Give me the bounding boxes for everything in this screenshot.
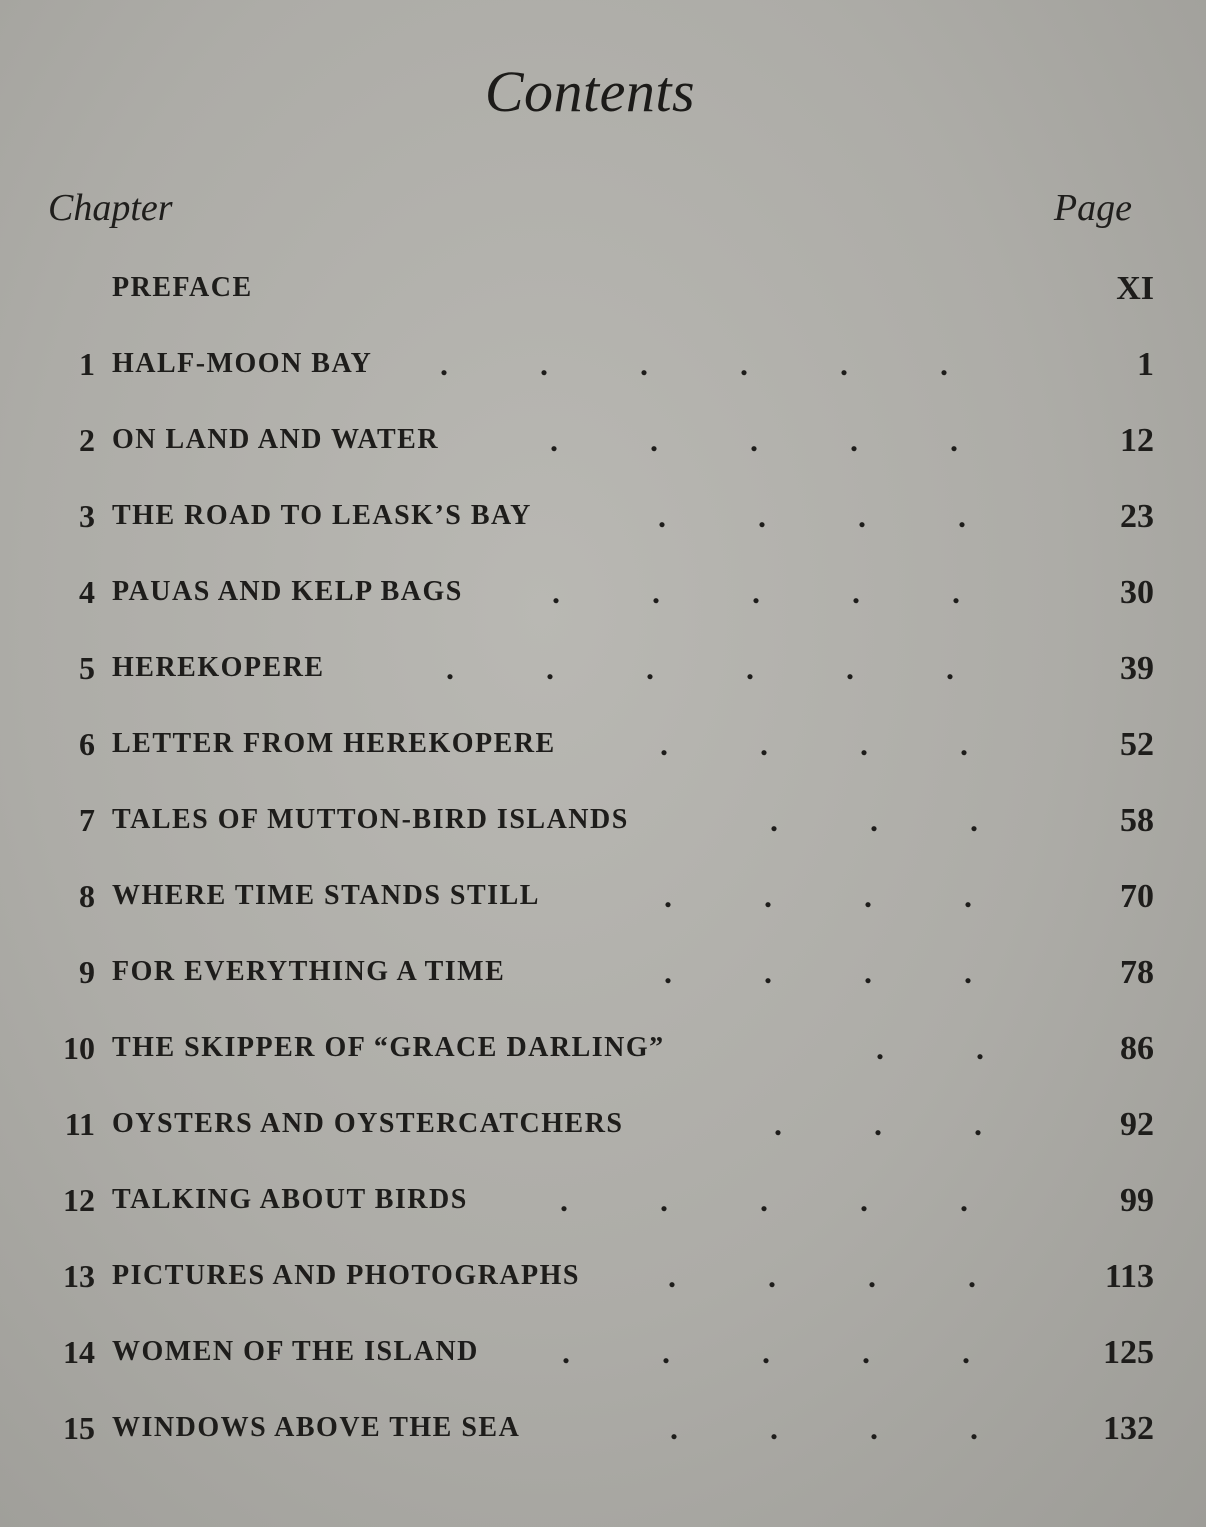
chapter-number: 8 — [79, 878, 95, 914]
toc-entry[interactable] — [0, 326, 1206, 402]
dot-leader: . . . . . . — [446, 650, 954, 686]
chapter-number: 2 — [79, 422, 95, 458]
page-number: 113 — [1104, 1258, 1154, 1295]
page-title: Contents — [484, 59, 696, 124]
toc-entry[interactable] — [0, 782, 1206, 858]
dot-leader: . . . — [770, 802, 978, 838]
chapter-number: 6 — [79, 726, 95, 762]
toc-entry[interactable] — [0, 858, 1206, 934]
page-number: 92 — [1120, 1106, 1154, 1143]
chapter-number: 14 — [63, 1334, 95, 1370]
chapter-title: ON LAND AND WATER — [112, 424, 440, 455]
page-number: 1 — [1137, 346, 1154, 383]
chapter-number: 5 — [79, 650, 95, 686]
chapter-title: THE SKIPPER OF “GRACE DARLING” — [112, 1032, 665, 1063]
dot-leader: . . . . — [668, 1258, 976, 1294]
chapter-title: FOR EVERYTHING A TIME — [112, 956, 506, 987]
toc-entry[interactable] — [0, 402, 1206, 478]
chapter-column-label: Chapter — [48, 187, 173, 229]
chapter-title: PREFACE — [112, 272, 253, 303]
chapter-number: 4 — [79, 574, 95, 610]
toc-entry[interactable] — [0, 630, 1206, 706]
toc-list — [0, 250, 1206, 1466]
page-number: 23 — [1120, 498, 1154, 535]
chapter-title: WHERE TIME STANDS STILL — [112, 880, 540, 911]
dot-leader: . . — [876, 1030, 984, 1066]
chapter-title: OYSTERS AND OYSTERCATCHERS — [112, 1108, 624, 1139]
dot-leader: . . . . . — [562, 1334, 970, 1370]
dot-leader: . . . . . — [550, 422, 958, 458]
page-number: 86 — [1120, 1030, 1154, 1067]
chapter-title: HEREKOPERE — [112, 652, 325, 683]
chapter-number: 7 — [79, 802, 95, 838]
page-number: 12 — [1120, 422, 1154, 459]
chapter-title: PICTURES AND PHOTOGRAPHS — [112, 1260, 580, 1291]
toc-entry[interactable] — [0, 1086, 1206, 1162]
chapter-title: LETTER FROM HEREKOPERE — [112, 728, 556, 759]
chapter-number: 10 — [63, 1030, 95, 1066]
dot-leader: . . . . . — [560, 1182, 968, 1218]
chapter-number: 11 — [64, 1106, 95, 1142]
dot-leader: . . . . . . — [440, 346, 948, 382]
chapter-number: 3 — [79, 498, 95, 534]
chapter-title: PAUAS AND KELP BAGS — [112, 576, 463, 607]
dot-leader: . . . . — [660, 726, 968, 762]
chapter-number: 9 — [79, 954, 95, 990]
dot-leader: . . . . — [670, 1410, 978, 1446]
toc-entry[interactable] — [0, 706, 1206, 782]
dot-leader: . . . . . — [552, 574, 960, 610]
dot-leader: . . . . — [664, 878, 972, 914]
dot-leader: . . . . — [664, 954, 972, 990]
page-number: 70 — [1120, 878, 1154, 915]
chapter-title: TALKING ABOUT BIRDS — [112, 1184, 468, 1215]
toc-entry[interactable] — [0, 1314, 1206, 1390]
page-column-label: Page — [1053, 187, 1132, 229]
toc-entry[interactable] — [0, 1238, 1206, 1314]
page-number: 58 — [1120, 802, 1154, 839]
dot-leader: . . . . — [658, 498, 966, 534]
dot-leader: . . . — [774, 1106, 982, 1142]
toc-entry-preface[interactable] — [0, 250, 1206, 326]
chapter-title: HALF-MOON BAY — [112, 348, 373, 379]
toc-entry[interactable] — [0, 1390, 1206, 1466]
chapter-title: THE ROAD TO LEASK’S BAY — [112, 500, 532, 531]
chapter-title: WINDOWS ABOVE THE SEA — [112, 1412, 521, 1443]
chapter-number: 12 — [63, 1182, 95, 1218]
page-number: 52 — [1120, 726, 1154, 763]
page-number: 99 — [1120, 1182, 1154, 1219]
page-number: 132 — [1103, 1410, 1154, 1447]
chapter-number: 1 — [79, 346, 95, 382]
toc-entry[interactable] — [0, 934, 1206, 1010]
toc-entry[interactable] — [0, 554, 1206, 630]
page-number: 30 — [1120, 574, 1154, 611]
page-number: 78 — [1120, 954, 1154, 991]
page-number: 39 — [1120, 650, 1154, 687]
chapter-number: 15 — [63, 1410, 95, 1446]
chapter-number: 13 — [63, 1258, 95, 1294]
page-number: XI — [1116, 270, 1154, 307]
toc-entry[interactable] — [0, 478, 1206, 554]
page-number: 125 — [1103, 1334, 1154, 1371]
toc-entry[interactable] — [0, 1162, 1206, 1238]
toc-entry[interactable] — [0, 1010, 1206, 1086]
chapter-title: TALES OF MUTTON-BIRD ISLANDS — [112, 804, 629, 835]
chapter-title: WOMEN OF THE ISLAND — [112, 1336, 479, 1367]
